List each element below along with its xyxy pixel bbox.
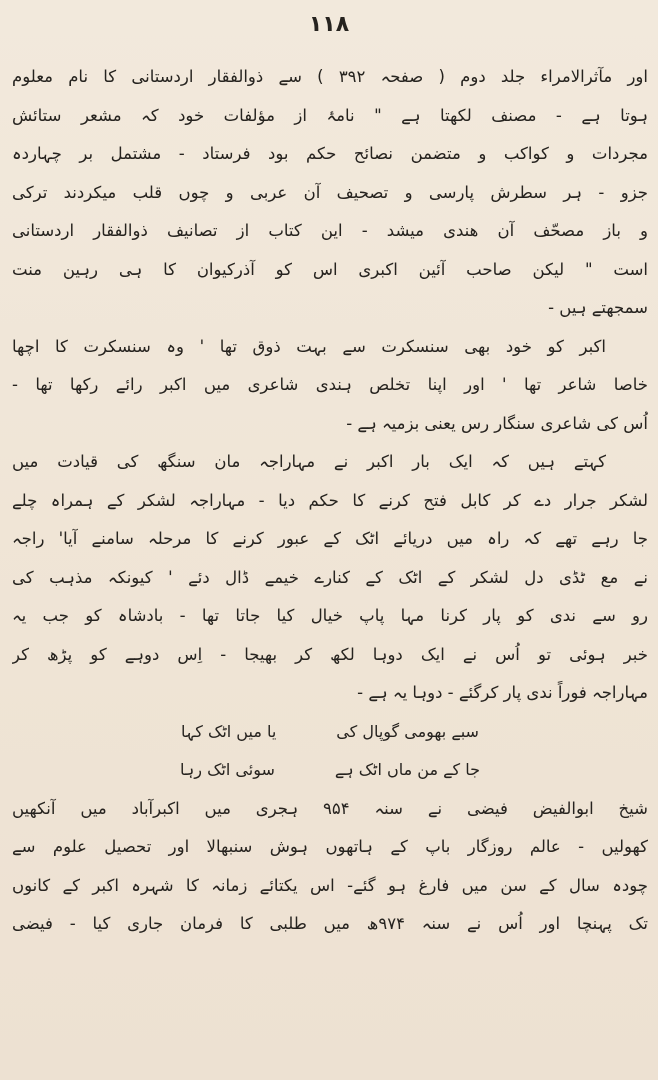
text-line: خبر ہوئی تو اُس نے ایک دوہا لکھ کر بھیجا - اِس دوہے کو پڑھ کر: [12, 644, 648, 664]
text-line: ہوتا ہے - مصنف لکھتا ہے " نامۂ از مؤلفات خود کہ مشعر ستائش: [12, 105, 648, 125]
text-line: اُس کی شاعری سنگار رس یعنی بزمیہ ہے -: [346, 413, 648, 433]
text-line: است " لیکن صاحب آئین اکبری اس کو آذرکیوان کا ہی رہین منت: [12, 259, 648, 279]
doha-verse: [12, 713, 648, 752]
doha-hemistich: یا میں اٹک کہا: [181, 721, 277, 741]
text-line: شیخ ابوالفیض فیضی نے سنہ ۹۵۴ ہجری میں اکبرآباد میں آنکھیں: [12, 798, 648, 818]
doha-verse: [12, 751, 648, 790]
text-line: نے مع ٹڈی دل لشکر کے اٹک کے کنارے خیمے ڈال دئے ' کیونکہ مذہب کی: [12, 567, 648, 587]
page-number: ۱۱۸: [308, 12, 350, 37]
text-line: رو سے ندی کو پار کرنا مہا پاپ خیال کیا جاتا تھا - بادشاہ کو جب یہ: [12, 606, 648, 625]
doha-hemistich: سوئی اٹک رہا: [180, 760, 275, 779]
text-line: جا رہے تھے کہ راہ میں دریائے اٹک کے عبور کرنے کا مرحلہ سامنے آیا' راجہ: [12, 529, 648, 548]
text-line: خاصا شاعر تھا ' اور اپنا تخلص ہندی شاعری میں اکبر رائے رکھا تھا -: [12, 375, 648, 394]
text-line: اور مآثرالامراء جلد دوم ( صفحہ ۳۹۲ ) سے ذوالفقار اردستانی کا نام معلوم: [12, 67, 648, 86]
text-line: لشکر جرار دے کر کابل فتح کرنے کا حکم دیا - مہاراجہ لشکر کے ہمراہ چلے: [12, 490, 648, 510]
text-line: کھولیں - عالم روزگار باپ کے ہاتھوں ہوش سنبھالا اور تحصیل علوم سے: [12, 837, 648, 856]
doha-hemistich: جا کے من ماں اٹک ہے: [334, 760, 480, 779]
text-line: کہتے ہیں کہ ایک بار اکبر نے مہاراجہ مان سنگھ کی قیادت میں: [12, 452, 606, 471]
text-line: سمجھتے ہیں -: [548, 298, 648, 317]
doha-hemistich: سبے بھومی گوپال کی: [336, 721, 479, 741]
text-line: اکبر کو خود بھی سنسکرت سے بہت ذوق تھا ' وہ سنسکرت کا اچھا: [12, 336, 606, 356]
text-line: و باز مصحّف آن هندی میشد - این کتاب از تصانیف ذوالفقار اردستانی: [12, 221, 648, 240]
text-line: مہاراجہ فوراً ندی پار کرگئے - دوہا یہ ہے -: [357, 683, 648, 702]
text-line: جزو - ہر سطرش پارسی و تصحیف آن عربی و چوں قلب میکردند ترکی: [12, 182, 648, 202]
text-line: مجردات و کواکب و متضمن نصائح حکم بود فرستاد - مشتمل بر چہاردہ: [12, 144, 648, 163]
body-text: [12, 58, 648, 944]
text-line: چودہ سال کے سن میں فارغ ہو گئے- اس یکتائے زمانہ کا شہرہ اکبر کے کانوں: [12, 875, 648, 895]
text-line: تک پہنچا اور اُس نے سنہ ۹۷۴ھ میں طلبی کا فرمان جاری کیا - فیضی: [12, 914, 648, 933]
